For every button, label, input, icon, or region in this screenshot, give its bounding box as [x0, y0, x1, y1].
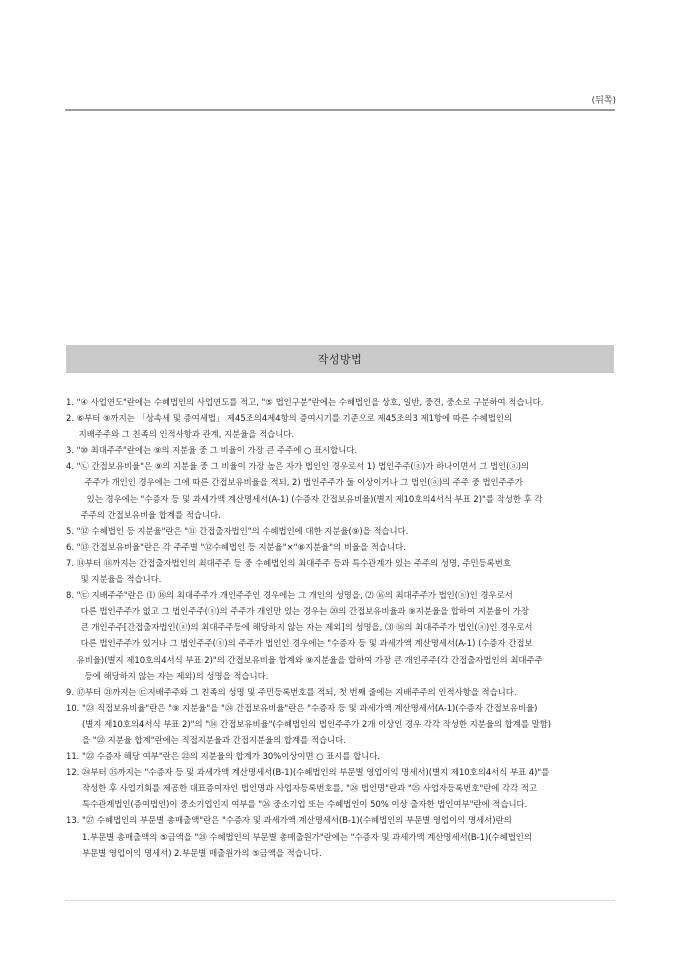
instruction-text — [77, 394, 618, 410]
instruction-number: 11. — [66, 751, 82, 762]
instruction-number: 8. — [66, 590, 77, 601]
instruction-line: ⑥부터 ⑨까지는 「상속세 및 증여세법」 제45조의4제4항의 증여시기를 기준으로 제45조의3 제1항에 따른 수혜법인의 — [76, 413, 513, 424]
instruction-line: "④ 사업연도"란에는 수혜법인의 사업연도를 적고, "⑤ 법인구분"란에는 수혜법인을 상호, 일반, 중견, 중소로 구분하여 적습니다. — [76, 397, 544, 407]
instruction-line: 큰 개인주주[간접출자법인(ⓐ)의 최대주주등에 해당하지 않는 자는 제외]의 성명을, ⑶ ⑯의 최대주주가 법인(ⓐ)인 경우로서 — [80, 622, 533, 633]
instruction-text — [77, 684, 618, 700]
instruction-line: "㉢ 지배주주"란은 ⑴ ⑯의 최대주주가 개인주주인 경우에는 그 개인의 성명을, ⑵ ⑯의 최대주주가 법인(ⓐ)인 경우로서 — [76, 590, 513, 601]
instruction-line: 있는 경우에는 "수증자 등 및 과세가액 계산명세서(A-1) (수증자 간접보유비율)(별지 제10호의4서식 부표 2)"를 작성한 후 각 — [86, 493, 543, 504]
top-divider — [65, 109, 615, 111]
instruction-number: 9. — [66, 686, 77, 697]
instruction-line: 주주의 간접보유비율 합계를 적습니다. — [80, 509, 221, 520]
instruction-item — [66, 523, 618, 539]
instruction-text — [77, 555, 618, 587]
instruction-item — [66, 394, 618, 410]
instruction-item — [66, 410, 618, 442]
instruction-item — [66, 684, 618, 700]
instruction-text — [82, 748, 618, 764]
instruction-text — [82, 812, 618, 860]
instruction-item — [66, 764, 618, 812]
instruction-line: 다른 법인주주가 없고 그 법인주주(ⓐ)의 주주가 개인만 있는 경우는 ⑳의 간접보유비율과 ⑨지분율을 합하여 지분율이 가장 — [80, 606, 529, 617]
instruction-item — [66, 458, 618, 522]
instruction-line: "㉒ 수증자 해당 여부"란은 ㉒의 지분율의 합계가 30%이상이면 ○ 표시를 합니다. — [81, 751, 381, 762]
instruction-line: 1.부문별 총매출액의 ⑤금액을 "㉘ 수혜법인의 부문별 총매출원가"란에는 "수증자 및 과세가액 계산명세서(B-1)(수혜법인의 — [81, 831, 532, 842]
instruction-line: "㉓ 직접보유비율"란은 "⑨ 지분율"을 "㉔ 간접보유비율"란은 "수증자 등 및 과세가액 계산명세서(A-1)(수증자 간접보유비율) — [81, 702, 538, 713]
instruction-text — [77, 410, 618, 442]
instruction-text — [77, 539, 618, 555]
instruction-line: 및 지분율을 적습니다. — [80, 574, 162, 585]
instruction-item — [66, 539, 618, 555]
section-title: 작성방법 — [317, 353, 363, 366]
instruction-number: 4. — [66, 461, 77, 472]
instruction-text — [77, 523, 618, 539]
instruction-item — [66, 587, 618, 684]
instruction-line: 부문별 영업이익 명세서) 2.부문별 매출원가의 ⑤금액을 적습니다. — [81, 847, 322, 858]
instruction-number: 7. — [66, 557, 77, 568]
section-heading-bar — [66, 345, 614, 373]
instruction-number: 6. — [66, 541, 77, 552]
instruction-number: 13. — [66, 815, 82, 826]
instruction-line: "⑩ 최대주주"란에는 ⑨의 지분율 중 그 비율이 가장 큰 주주에 ○ 표시합니다. — [76, 445, 358, 456]
instruction-line: ㉔부터 ㉟까지는 "수증자 등 및 과세가액 계산명세서(B-1)(수혜법인의 부문별 영업이익 명세서)(별지 제10호의4서식 부표 4)"를 — [81, 767, 550, 778]
instruction-number: 10. — [66, 702, 82, 713]
instruction-text — [77, 458, 618, 522]
instruction-number: 3. — [66, 445, 77, 456]
instruction-line: 주주가 개인인 경우에는 그에 따른 간접보유비율을 적되, 2) 법인주주가 둘 이상이거나 그 법인(ⓐ)의 주주 중 법인주주가 — [84, 477, 523, 488]
instruction-text — [82, 764, 618, 812]
instruction-line: "㉡ 간접보유비율"은 ⑨의 지분율 중 그 비율이 가장 높은 자가 법인인 경우로서 1) 법인주주(ⓐ)가 하나이면서 그 법인(ⓐ)의 — [76, 461, 530, 472]
instruction-line: (별지 제10호의4서식 부표 2)"의 "⑭ 간접보유비율"(수혜법인의 법인주주가 2개 이상인 경우 각각 작성한 지분율의 합계를 말함) — [81, 718, 552, 729]
instruction-line: ⑭부터 ⑱까지는 간접출자법인의 최대주주 등 중 수혜법인의 최대주주 등과 특수관계가 있는 주주의 성명, 주민등록번호 — [76, 557, 511, 568]
bottom-divider — [65, 900, 615, 901]
instruction-line: "⑬ 간접보유비율"란은 각 주주별 "⑫수혜법인 등 지분율"×"⑧지분율"의 비율을 적습니다. — [76, 541, 406, 552]
instruction-line: 등에 해당하지 않는 자는 제외)의 성명을 적습니다. — [84, 670, 269, 681]
instruction-line: ⑰부터 ㉑까지는 ㉢지배주주와 그 친족의 성명 및 주민등록번호를 적되, 첫 번째 줄에는 지배주주의 인적사항을 적습니다. — [76, 686, 517, 697]
instruction-number: 2. — [66, 413, 77, 424]
instruction-line: "㉗ 수혜법인의 부문별 총매출액"란은 "수증자 및 과세가액 계산명세서(B-1)(수혜법인의 부문별 영업이익 명세서)란의 — [81, 815, 512, 826]
instruction-line: 을 "㉒ 지분율 합계"란에는 직접지분율과 간접지분율의 합계를 적습니다. — [81, 734, 346, 745]
instruction-number: 12. — [66, 767, 82, 778]
instruction-line: 특수관계법인(증여법인)이 중소기업인지 여부를 "㉖ 중소기업 또는 수혜법인이 50% 이상 출자한 법인여부"란에 적습니다. — [81, 799, 528, 810]
instruction-line: 다른 법인주주가 있거나 그 법인주주(ⓐ)의 주주가 법인인 경우에는 "수증자 등 및 과세가액 계산명세서(A-1) (수증자 간접보 — [80, 638, 533, 649]
instruction-text — [77, 587, 618, 684]
page-side-label: (뒤쪽) — [591, 96, 616, 106]
instruction-number: 5. — [66, 525, 77, 536]
instruction-line: 작성한 후 사업기회를 제공한 대표증여자인 법인명과 사업자등록번호를, "㉔ 법인명"란과 "㉕ 사업자등록번호"란에 각각 적고 — [81, 783, 538, 794]
instruction-text — [82, 700, 618, 748]
instruction-list — [66, 394, 618, 861]
instruction-item — [66, 812, 618, 860]
instruction-item — [66, 748, 618, 764]
instruction-line: 지배주주와 그 친족의 인적사항과 관계, 지분율을 적습니다. — [78, 429, 295, 440]
instruction-item — [66, 555, 618, 587]
instruction-number: 1. — [66, 397, 77, 407]
instruction-text — [77, 442, 618, 458]
instruction-item — [66, 700, 618, 748]
instruction-line: "⑫ 수혜법인 등 지분율"란은 "⑪ 간접출자법인"의 수혜법인에 대한 지분율(⑨)을 적습니다. — [76, 525, 409, 536]
instruction-item — [66, 442, 618, 458]
instruction-line: 유비율)(별지 제10호의4서식 부표 2)"의 간접보유비율 합계와 ⑨지분율을 합하여 가장 큰 개인주주(각 간접출자법인의 최대주주 — [76, 654, 543, 665]
